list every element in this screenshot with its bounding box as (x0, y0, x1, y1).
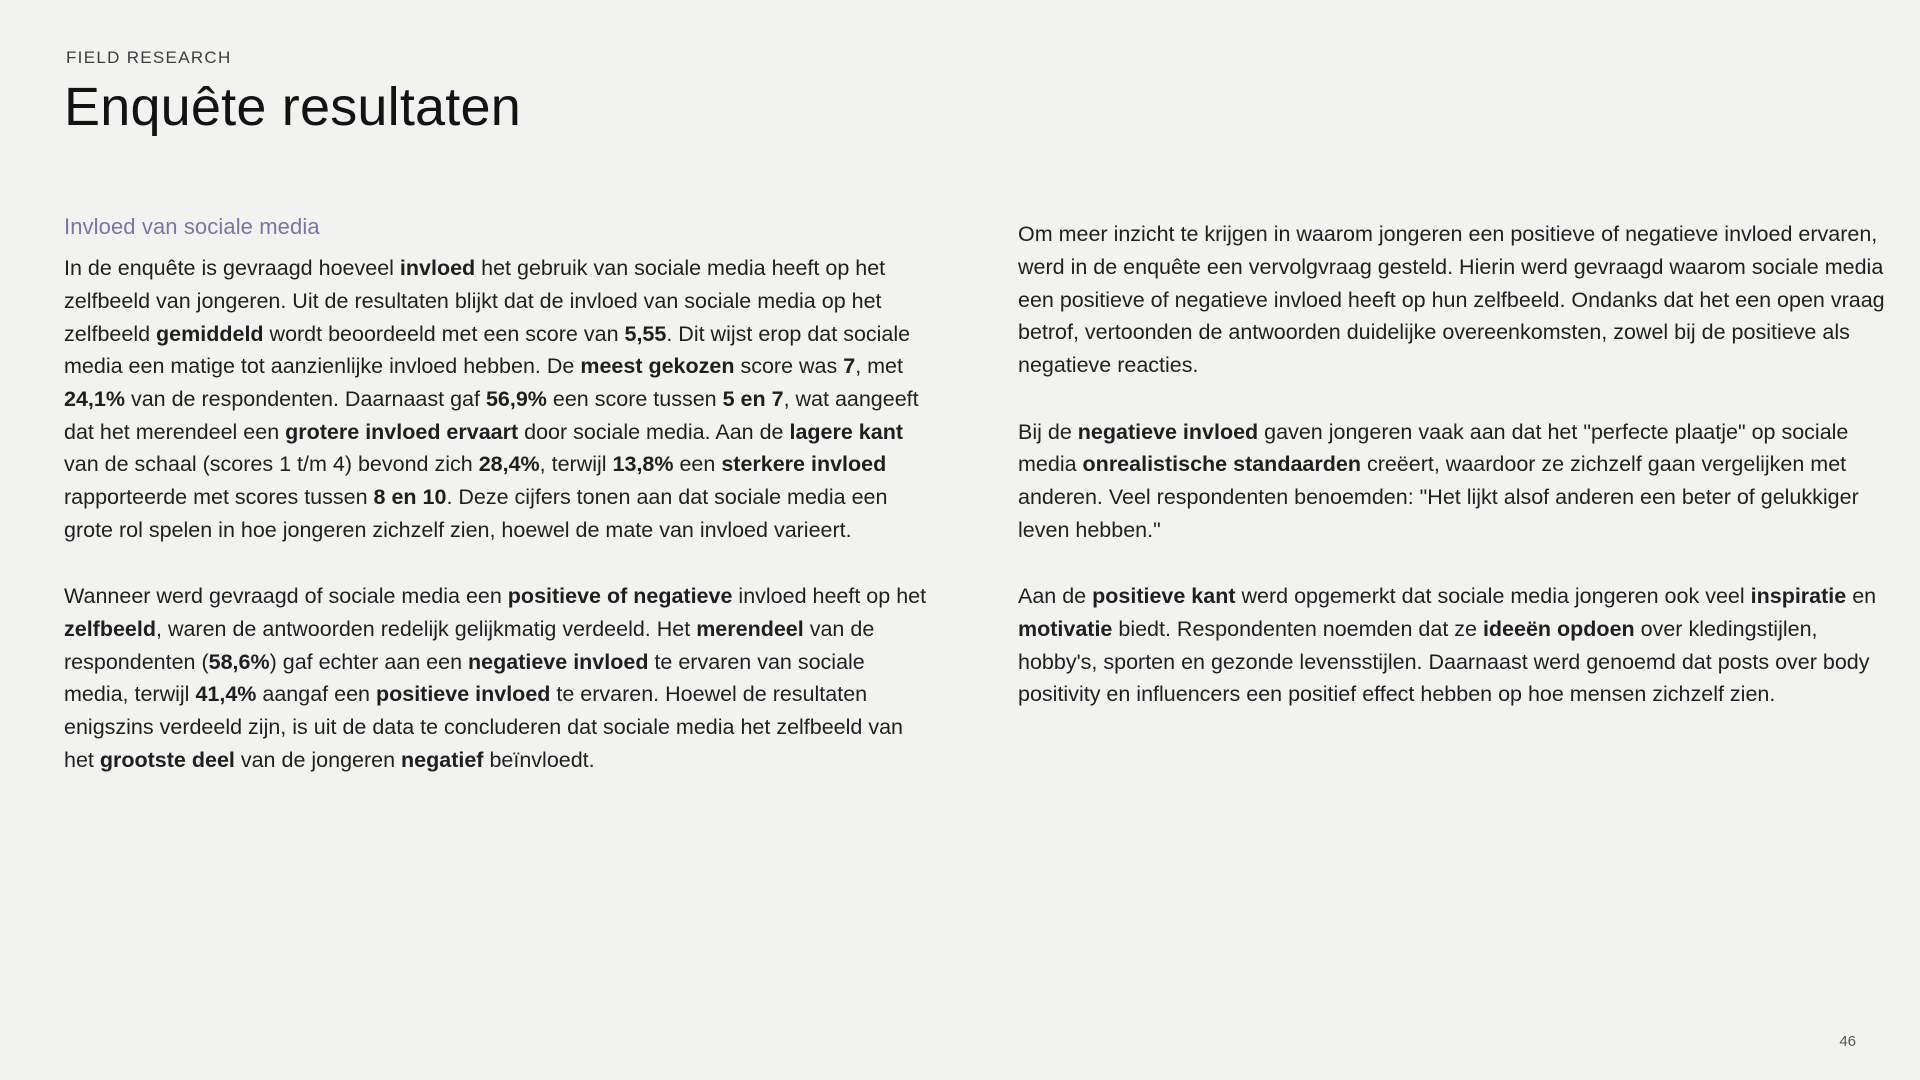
right-paragraph-3: Aan de positieve kant werd opgemerkt dat sociale media jongeren ook veel inspiratie en motivatie biedt. Respondenten noemden dat ze ideeën opdoen over kledingstijlen, hobby's, sporten en gezonde levensstijlen. Daarnaast werd genoemd dat posts over body positivity en influencers een positief effect hebben op hoe mensen zichzelf zien. (1018, 584, 1877, 707)
right-paragraph-2: Bij de negatieve invloed gaven jongeren vaak aan dat het "perfecte plaatje" op sociale media onrealistische standaarden creëert, waardoor ze zichzelf gaan vergelijken met anderen. Veel respondenten benoemden: "Het lijkt alsof anderen een beter of gelukkiger leven hebben." (1018, 419, 1859, 542)
left-paragraph-1: In de enquête is gevraagd hoeveel invloed het gebruik van sociale media heeft op het zelfbeeld van jongeren. Uit de resultaten blijkt dat de invloed van sociale media op het zelfbeeld gemiddeld wordt beoordeeld met een score van 5,55. Dit wijst erop dat sociale media een matige tot aanzienlijke invloed hebben. De meest gekozen score was 7, met 24,1% van de respondenten. Daarnaast gaf 56,9% een score tussen 5 en 7, wat aangeeft dat het merendeel een grotere invloed ervaart door sociale media. Aan de lagere kant van de schaal (scores 1 t/m 4) bevond zich 28,4%, terwijl 13,8% een sterkere invloed rapporteerde met scores tussen 8 en 10. Deze cijfers tonen aan dat sociale media een grote rol spelen in hoe jongeren zichzelf zien, hoewel de mate van invloed varieert. (64, 256, 919, 542)
right-paragraph-1: Om meer inzicht te krijgen in waarom jongeren een positieve of negatieve invloed ervaren, werd in de enquête een vervolgvraag gesteld. Hierin werd gevraagd waarom sociale media een positieve of negatieve invloed heeft op hun zelfbeeld. Ondanks dat het een open vraag betrof, vertoonden de antwoorden duidelijke overeenkomsten, zowel bij de positieve als negatieve reacties. (1018, 222, 1885, 377)
section-heading-social-media: Invloed van sociale media (64, 214, 320, 240)
slide-eyebrow: FIELD RESEARCH (66, 48, 232, 67)
content-columns (64, 214, 1885, 776)
right-column (1018, 214, 1888, 776)
left-column (64, 214, 934, 776)
left-paragraph-2: Wanneer werd gevraagd of sociale media een positieve of negatieve invloed heeft op het zelfbeeld, waren de antwoorden redelijk gelijkmatig verdeeld. Het merendeel van de respondenten (58,6%) gaf echter aan een negatieve invloed te ervaren van sociale media, terwijl 41,4% aangaf een positieve invloed te ervaren. Hoewel de resultaten enigszins verdeeld zijn, is uit de data te concluderen dat sociale media het zelfbeeld van het grootste deel van de jongeren negatief beïnvloedt. (64, 584, 927, 772)
page-number: 46 (1839, 1033, 1856, 1050)
page-title: Enquête resultaten (64, 77, 521, 137)
